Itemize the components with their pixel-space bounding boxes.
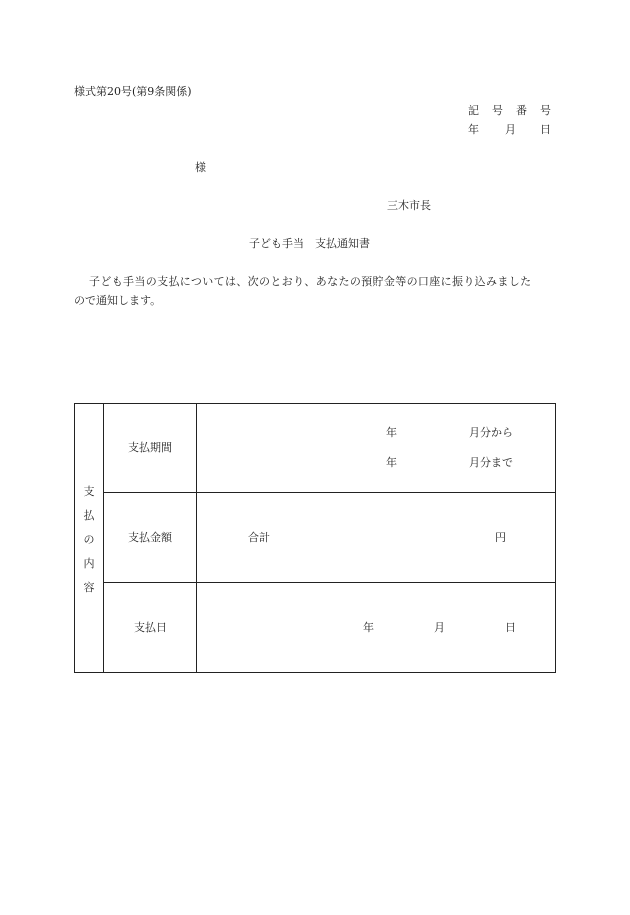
issue-day: 日 (540, 123, 551, 136)
payment-date-label: 支払日 (134, 621, 167, 634)
ref-ki: 記 (468, 104, 479, 117)
issuer: 三木市長 (387, 199, 431, 212)
form-number: 様式第20号(第9条関係) (74, 85, 192, 98)
table-side-header (74, 480, 104, 600)
table-divider (103, 582, 556, 583)
side-header-char: 容 (83, 581, 95, 594)
amount-label: 支払金額 (128, 531, 172, 544)
table-divider (103, 492, 556, 493)
period-start-month: 月分から (469, 426, 513, 439)
side-header-char: 内 (83, 557, 95, 570)
period-end-month: 月分まで (469, 456, 513, 469)
payment-month: 月 (434, 621, 445, 634)
side-header-char: の (83, 533, 95, 546)
body-text-line-2: ので通知します。 (74, 294, 162, 307)
payment-day: 日 (505, 621, 516, 634)
ref-go: 号 (492, 104, 503, 117)
side-header-char: 支 (83, 485, 95, 498)
recipient-suffix: 様 (195, 161, 206, 174)
issue-month: 月 (505, 123, 516, 136)
side-header-char: 払 (83, 509, 95, 522)
period-start-year: 年 (386, 426, 397, 439)
table-divider (196, 403, 197, 673)
ref-go2: 号 (540, 104, 551, 117)
amount-total-label: 合計 (248, 531, 270, 544)
payment-year: 年 (363, 621, 374, 634)
period-label: 支払期間 (128, 441, 172, 454)
body-text-line-1: 子ども手当の支払については、次のとおり、あなたの預貯金等の口座に振り込みました (89, 275, 532, 288)
period-end-year: 年 (386, 456, 397, 469)
ref-ban: 番 (516, 104, 527, 117)
document-title: 子ども手当 支払通知書 (249, 237, 370, 250)
amount-unit: 円 (495, 531, 506, 544)
issue-year: 年 (468, 123, 479, 136)
